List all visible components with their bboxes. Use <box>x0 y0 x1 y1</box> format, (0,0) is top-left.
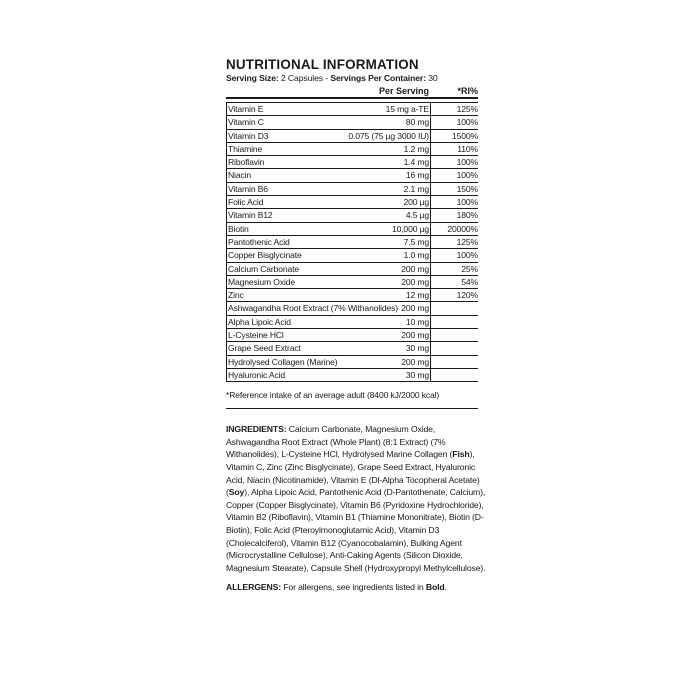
nutrient-amount: 30 mg <box>405 369 429 380</box>
panel-title: NUTRITIONAL INFORMATION <box>226 56 419 72</box>
nutrient-name: Vitamin B12 <box>228 210 273 221</box>
nutrient-name: Copper Bisglycinate <box>228 250 302 261</box>
nutrient-amount: 1.0 mg <box>403 250 429 261</box>
ingredients-text-3: ), Alpha Lipoic Acid, Pantothenic Acid (D-Pantothenate, Calcium), Copper (Copper Bisglycinate), Vitamin B6 (Pyridoxine Hydrochloride), Vitamin B2 (Riboflavin), Vitamin B1 (Thiamine Mononitrate), Biotin (D-Biotin), Folic Acid (Pteroylmonoglutamic Acid), Vitamin D3 (Cholecalciferol), Vitamin B12 (Cyanocobalamin), Bulking Agent (Microcrystalline Cellulose), Anti-Caking Agents (Silicon Dioxide, Magnesium Stearate), Capsule Shell (Hydroxypropyl Methylcellulose). <box>226 487 486 573</box>
nutrient-amount: 4.5 µg <box>405 210 429 221</box>
nutrient-name: L-Cysteine HCl <box>228 330 284 341</box>
nutrient-ri: 110% <box>457 143 478 154</box>
nutrient-ri: 100% <box>456 250 478 261</box>
table-row <box>227 236 478 249</box>
nutrient-name: Grape Seed Extract <box>228 343 301 354</box>
nutrition-panel <box>226 56 486 593</box>
table-row <box>227 263 478 276</box>
nutrient-name: Calcium Carbonate <box>228 263 300 274</box>
ingredients-label: INGREDIENTS: <box>226 424 287 435</box>
nutrient-name: Alpha Lipoic Acid <box>228 316 291 327</box>
nutrient-ri: 150% <box>456 183 478 194</box>
column-divider <box>430 316 431 328</box>
table-row <box>227 356 478 369</box>
nutrient-amount: 10,000 µg <box>391 223 429 234</box>
column-divider <box>430 103 431 115</box>
nutrient-amount: 80 mg <box>405 117 429 128</box>
allergen-fish: Fish <box>452 449 470 460</box>
column-divider <box>430 130 431 142</box>
nutrient-amount: 200 mg <box>401 263 429 274</box>
nutrient-amount: 10 mg <box>405 316 429 327</box>
nutrient-amount: 16 mg <box>405 170 429 181</box>
column-divider <box>430 329 431 341</box>
nutrient-name: Thiamine <box>228 143 263 154</box>
nutrient-amount: 2.1 mg <box>403 183 429 194</box>
table-row <box>227 316 478 329</box>
nutrient-name: Hydrolysed Collagen (Marine) <box>228 356 338 367</box>
serving-size-label: Serving Size: <box>226 73 279 83</box>
column-divider <box>430 156 431 168</box>
column-divider <box>430 169 431 181</box>
column-divider <box>430 302 431 314</box>
column-divider <box>430 289 431 301</box>
serving-size-value: 2 Capsules <box>280 73 323 83</box>
column-divider <box>430 196 431 208</box>
nutrient-ri: 100% <box>456 170 478 181</box>
nutrient-ri: 120% <box>456 290 478 301</box>
nutrient-amount: 1.4 mg <box>403 157 429 168</box>
nutrient-ri: 100% <box>456 197 478 208</box>
column-divider <box>430 209 431 221</box>
table-row <box>227 196 478 209</box>
nutrient-ri: 100% <box>456 117 478 128</box>
table-row <box>227 143 478 156</box>
nutrient-name: Vitamin B6 <box>228 183 268 194</box>
nutrient-name: Vitamin E <box>228 104 264 114</box>
nutrient-ri: 125% <box>456 104 478 114</box>
nutrient-amount: 200 µg <box>403 197 429 208</box>
table-row <box>227 183 478 196</box>
table-row <box>227 329 478 342</box>
servings-per-container-label: Servings Per Container: <box>330 73 426 83</box>
serving-separator: - <box>322 73 331 83</box>
nutrient-ri: 25% <box>461 263 478 274</box>
column-divider <box>430 236 431 248</box>
column-divider <box>430 143 431 155</box>
nutrient-amount: 12 mg <box>405 290 429 301</box>
nutrient-name: Hyaluronic Acid <box>228 369 285 380</box>
table-row <box>227 223 478 236</box>
nutrition-table <box>226 102 478 382</box>
nutrient-ri: 1500% <box>451 130 478 141</box>
nutrient-amount: 200 mg <box>401 303 429 314</box>
nutrient-name: Zinc <box>228 290 244 301</box>
column-divider <box>430 263 431 275</box>
nutrient-ri: 180% <box>456 210 478 221</box>
allergens-block <box>226 581 478 593</box>
nutrient-amount: 30 mg <box>405 343 429 354</box>
table-row <box>227 169 478 182</box>
column-divider <box>430 356 431 368</box>
ri-header: *RI% <box>457 86 478 96</box>
nutrient-name: Folic Acid <box>228 197 264 208</box>
allergens-label: ALLERGENS: <box>226 582 281 593</box>
column-divider <box>430 249 431 261</box>
table-row <box>227 102 478 116</box>
nutrient-amount: 0.075 (75 µg 3000 IU) <box>348 130 429 141</box>
allergens-bold-word: Bold <box>425 582 445 593</box>
nutrient-ri: 54% <box>461 276 478 287</box>
table-row <box>227 249 478 262</box>
nutrient-amount: 15 mg a-TE <box>385 104 429 114</box>
table-row <box>227 156 478 169</box>
ingredients-text-1: Calcium Carbonate, Magnesium Oxide, Ashwagandha Root Extract (Whole Plant) (8:1 Extract) (7% Withanolides), L-Cysteine HCl, Hydrolysed Marine Collagen ( <box>226 424 453 460</box>
nutrient-ri: 100% <box>456 157 478 168</box>
servings-per-container-value: 30 <box>428 73 438 83</box>
reference-footnote: *Reference intake of an average adult (8400 kJ/2000 kcal) <box>226 390 478 409</box>
column-divider <box>430 342 431 354</box>
column-divider <box>430 276 431 288</box>
nutrient-ri: 125% <box>456 236 478 247</box>
column-divider <box>430 183 431 195</box>
table-row <box>227 369 478 382</box>
serving-info <box>226 73 478 84</box>
nutrient-ri: 20000% <box>447 223 478 234</box>
nutrient-name: Vitamin C <box>228 117 264 128</box>
nutrient-name: Riboflavin <box>228 157 265 168</box>
nutrient-name: Magnesium Oxide <box>228 276 296 287</box>
table-header <box>226 85 478 99</box>
allergens-text: For allergens, see ingredients listed in <box>280 582 426 593</box>
nutrient-amount: 1.2 mg <box>403 143 429 154</box>
allergen-soy: Soy <box>228 487 245 498</box>
nutrient-amount: 200 mg <box>401 330 429 341</box>
nutrient-amount: 200 mg <box>401 356 429 367</box>
table-row <box>227 116 478 129</box>
nutrient-name: Vitamin D3 <box>228 130 269 141</box>
table-row <box>227 302 478 315</box>
table-row <box>227 289 478 302</box>
nutrient-name: Ashwagandha Root Extract (7% Withanolides) <box>228 303 398 314</box>
column-divider <box>430 369 431 381</box>
table-row <box>227 209 478 222</box>
column-divider <box>430 223 431 235</box>
table-row <box>227 130 478 143</box>
nutrient-amount: 200 mg <box>401 276 429 287</box>
per-serving-header: Per Serving <box>378 86 429 96</box>
nutrient-name: Pantothenic Acid <box>228 236 290 247</box>
table-row <box>227 342 478 355</box>
nutrient-name: Biotin <box>228 223 249 234</box>
nutrient-amount: 7.5 mg <box>403 236 429 247</box>
ingredients-text-2: ), Vitamin C, Zinc (Zinc Bisglycinate), Grape Seed Extract, Hyaluronic Acid, Niacin (Nicotinamide), Vitamin E (Dl-Alpha Tocopheral Acetate) ( <box>226 449 480 498</box>
allergens-end: . <box>444 582 447 593</box>
nutrient-name: Niacin <box>228 170 251 181</box>
column-divider <box>430 116 431 128</box>
ingredients-block <box>226 423 488 574</box>
table-row <box>227 276 478 289</box>
